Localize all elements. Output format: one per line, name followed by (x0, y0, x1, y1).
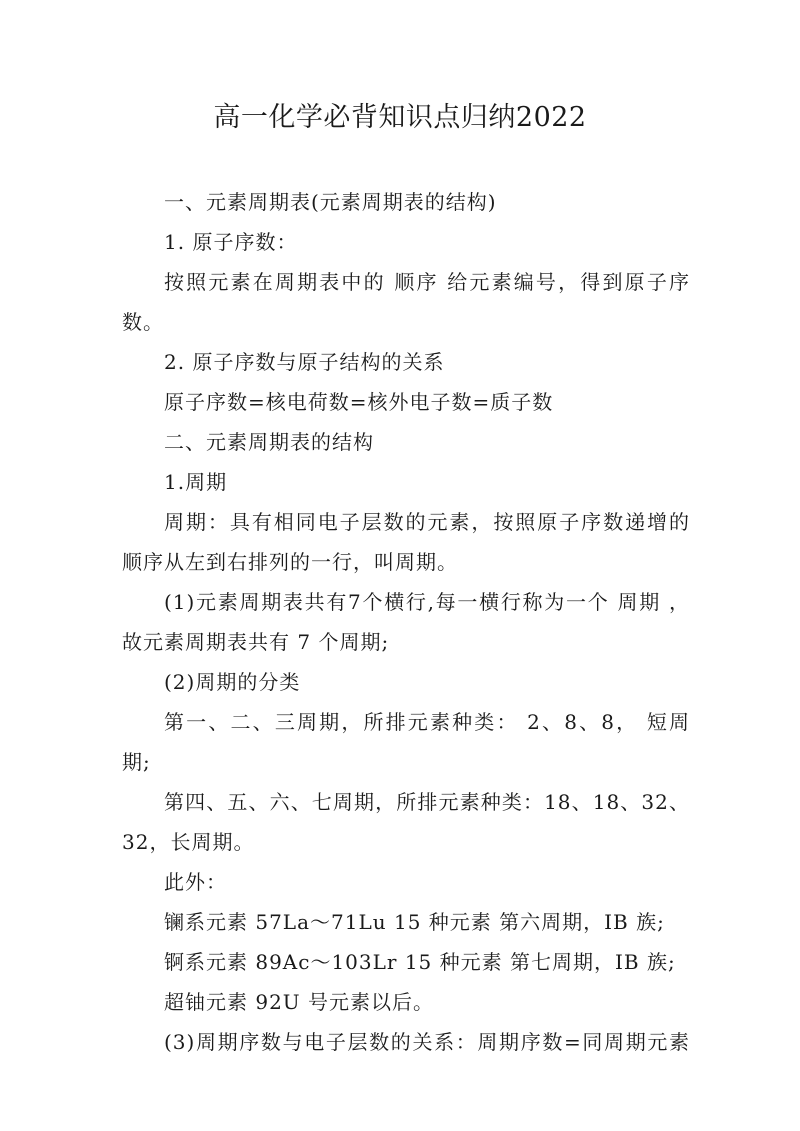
document-body (122, 182, 690, 1062)
paragraph-line: 2. 原子序数与原子结构的关系 (164, 350, 445, 374)
paragraph-line: 第四、五、六、七周期，所排元素种类：18、18、32、 (164, 790, 690, 814)
paragraph-line: 32，长周期。 (122, 830, 255, 854)
paragraph-line: 一、元素周期表(元素周期表的结构) (164, 190, 497, 214)
paragraph-line: 1. 原子序数： (164, 230, 298, 254)
paragraph-line: (2)周期的分类 (164, 670, 301, 694)
paragraph-line: (3)周期序数与电子层数的关系：周期序数=同周期元素 (164, 1030, 690, 1054)
paragraph-line: 顺序从左到右排列的一行，叫周期。 (122, 550, 458, 574)
paragraph-line: (1)元素周期表共有7个横行,每一横行称为一个 周期 ， (164, 590, 690, 614)
paragraph-line: 期; (122, 750, 151, 774)
paragraph-line: 1.周期 (164, 470, 228, 494)
paragraph-line: 超铀元素 92U 号元素以后。 (164, 990, 435, 1014)
paragraph-line: 锕系元素 89Ac～103Lr 15 种元素 第七周期，IB 族; (164, 950, 676, 974)
paragraph-line: 镧系元素 57La～71Lu 15 种元素 第六周期，IB 族; (164, 910, 665, 934)
paragraph-line: 二、元素周期表的结构 (164, 430, 374, 454)
paragraph-line: 故元素周期表共有 7 个周期; (122, 630, 390, 654)
document-title: 高一化学必背知识点归纳2022 (213, 102, 587, 133)
paragraph-line: 第一、二、三周期，所排元素种类： 2、8、8， 短周 (164, 710, 690, 734)
paragraph-line: 周期：具有相同电子层数的元素，按照原子序数递增的 (164, 510, 690, 534)
paragraph-line: 此外： (164, 870, 227, 894)
paragraph-line: 原子序数=核电荷数=核外电子数=质子数 (164, 390, 554, 414)
paragraph-line: 按照元素在周期表中的 顺序 给元素编号，得到原子序 (164, 270, 690, 294)
paragraph-line: 数。 (122, 310, 164, 334)
